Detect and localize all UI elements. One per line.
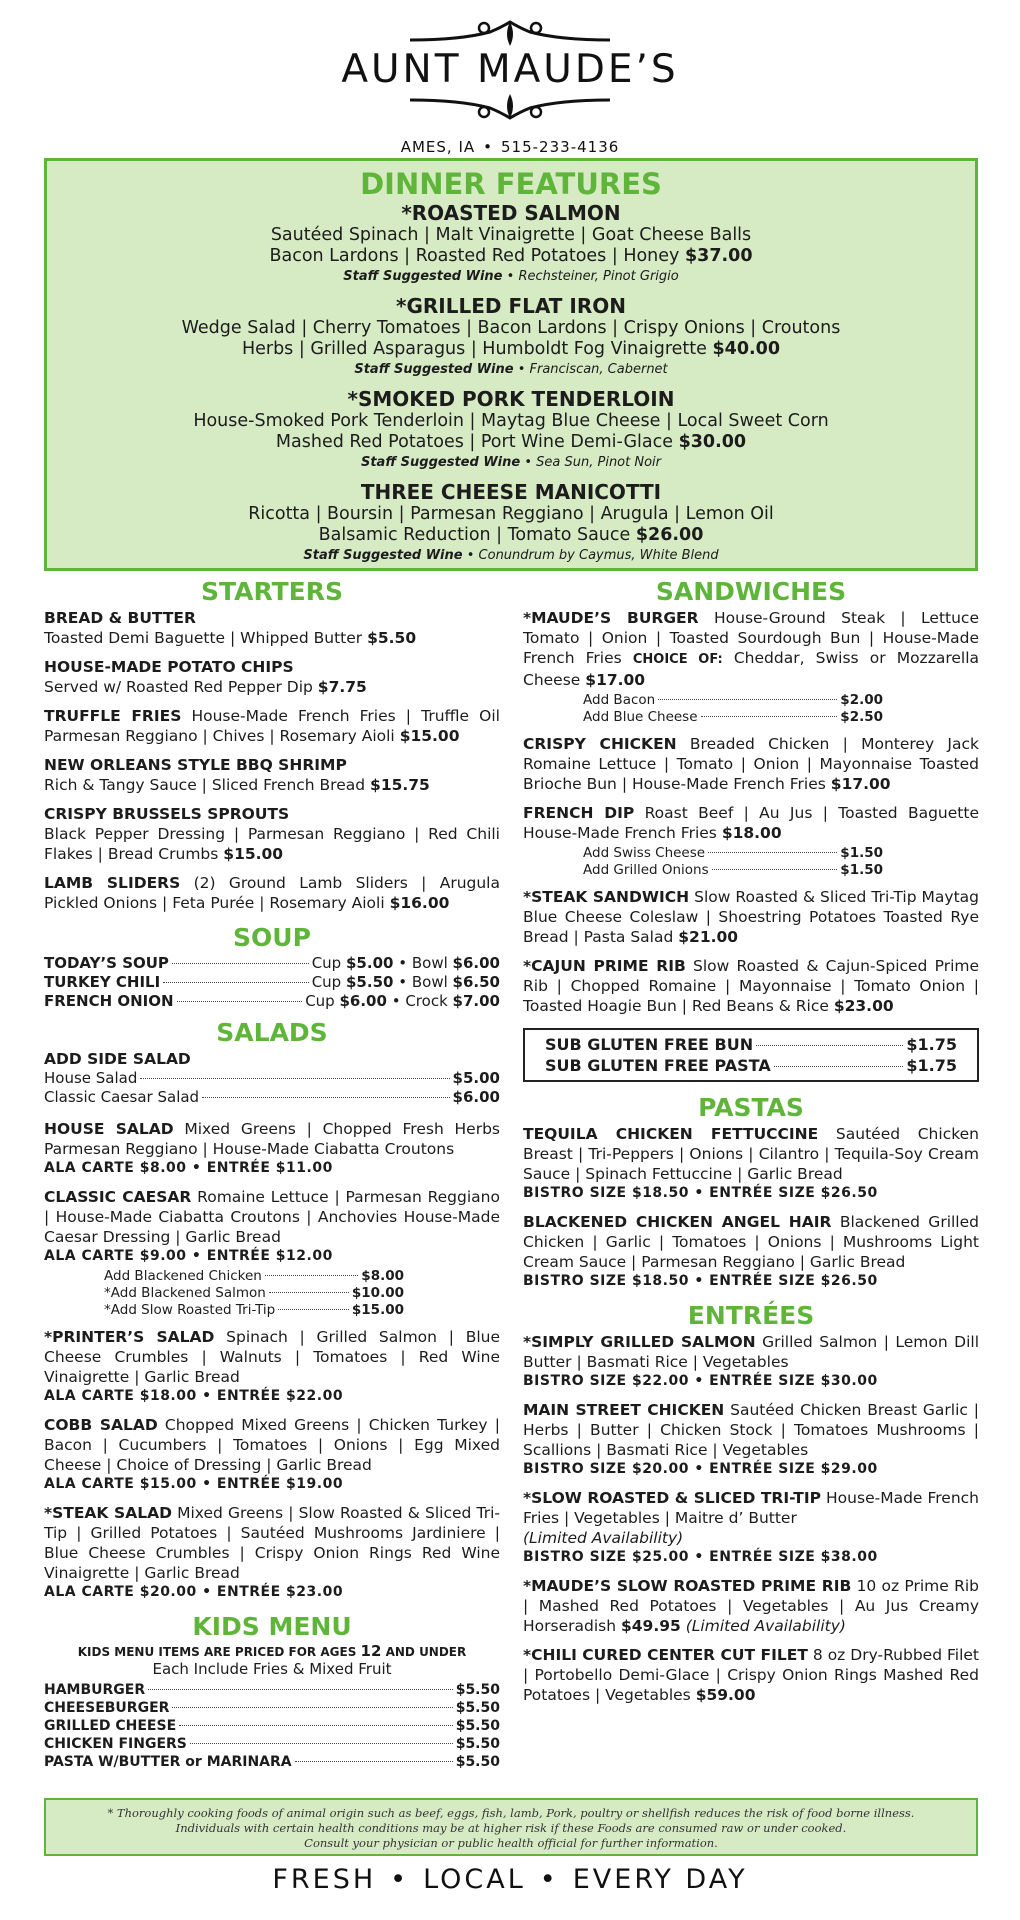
item-desc: Chopped Mixed Greens | Chicken Turkey | Bacon | Cucumbers | Tomatoes | Onions | Egg Mixed Cheese | Choice of Dressing | Garlic Bread xyxy=(44,1416,500,1474)
addon-name: Add Swiss Cheese xyxy=(583,845,706,861)
item-name: *CAJUN PRIME RIB xyxy=(523,957,686,975)
feature-desc xyxy=(47,246,975,267)
feature-name: *SMOKED PORK TENDERLOIN xyxy=(347,387,675,411)
phone: 515-233-4136 xyxy=(501,138,620,156)
bowl-price: $7.00 xyxy=(452,992,500,1010)
wine-value: • Rechsteiner, Pinot Grigio xyxy=(506,269,679,284)
section-title-kids: KIDS MENU xyxy=(192,1612,352,1641)
cup-price: $6.00 xyxy=(339,992,387,1010)
item-name: *STEAK SANDWICH xyxy=(523,888,690,906)
side-salad-name: House Salad xyxy=(44,1069,138,1087)
bowl-label: • Bowl xyxy=(398,954,448,972)
tagline-word: EVERY DAY xyxy=(572,1864,748,1895)
item-name: CLASSIC CAESAR xyxy=(44,1188,192,1206)
item-price: $17.00 xyxy=(830,775,891,793)
item-desc: House-Made French Fries | Vegetables | Maitre d’ Butter xyxy=(523,1489,979,1527)
item-name: *PRINTER’S SALAD xyxy=(44,1328,215,1346)
feature-desc xyxy=(47,432,975,453)
tagline-word: FRESH xyxy=(272,1864,377,1895)
item-name: *SIMPLY GRILLED SALMON xyxy=(523,1333,756,1351)
feature-name: THREE CHEESE MANICOTTI xyxy=(360,480,662,504)
caesar-addons xyxy=(104,1268,404,1319)
kids-item-name: CHICKEN FINGERS xyxy=(44,1736,187,1752)
item-desc: 10 oz Prime Rib | Mashed Red Potatoes | Vegetables | Au Jus Creamy Horseradish xyxy=(523,1577,979,1635)
item-desc: Black Pepper Dressing | Parmesan Reggiano | Red Chili Flakes | Bread Crumbs xyxy=(44,825,500,863)
item-name: *MAUDE’S BURGER xyxy=(523,609,699,627)
item-desc: Sautéed Chicken Breast Garlic | Herbs | Butter | Chicken Stock | Tomatoes Mushrooms | Scallions | Basmati Rice | Vegetables xyxy=(523,1401,979,1459)
ornament-top-icon xyxy=(400,18,620,50)
kids-row xyxy=(44,1753,500,1771)
section-title-sandwiches: SANDWICHES xyxy=(655,577,847,606)
kids-list xyxy=(44,1681,500,1771)
menu-item xyxy=(523,608,979,690)
disclaimer-line: Consult your physician or public health official for further information. xyxy=(304,1836,718,1850)
tagline-sep: • xyxy=(390,1864,410,1895)
item-desc: Blackened Grilled Chicken | Garlic | Tomatoes | Onions | Mushrooms Light Cream Sauce | Parmesan Reggiano | Garlic Bread xyxy=(523,1213,979,1271)
ornament-bottom-icon xyxy=(400,92,620,122)
item-desc: House-Ground Steak | Lettuce Tomato | Onion | Toasted Sourdough Bun | House-Made French Fries xyxy=(523,609,979,667)
item-name: TEQUILA CHICKEN FETTUCCINE xyxy=(523,1125,819,1143)
item-desc: 8 oz Dry-Rubbed Filet | Portobello Demi-Glace | Crispy Onion Rings Mashed Red Potatoes | Vegetables xyxy=(523,1646,980,1704)
item-name: NEW ORLEANS STYLE BBQ SHRIMP xyxy=(44,756,347,774)
item-note: (Limited Availability) xyxy=(523,1529,684,1547)
item-sizes: ALA CARTE $20.00 • ENTRÉE $23.00 xyxy=(44,1584,344,1600)
feature-item xyxy=(47,294,975,379)
gluten-price: $1.75 xyxy=(906,1056,957,1075)
separator-dot: • xyxy=(483,138,494,156)
item-desc: Mixed Greens | Chopped Fresh Herbs Parmesan Reggiano | House-Made Ciabatta Croutons xyxy=(44,1120,500,1158)
wine-value: • Franciscan, Cabernet xyxy=(517,362,668,377)
gluten-price: $1.75 xyxy=(906,1035,957,1054)
wine-label: Staff Suggested Wine xyxy=(354,362,514,377)
city: AMES, IA xyxy=(400,138,476,156)
menu-item xyxy=(523,734,979,794)
kids-item-price: $5.50 xyxy=(455,1754,500,1770)
brand-name: AUNT MAUDE’S xyxy=(341,47,679,92)
feature-name: *ROASTED SALMON xyxy=(401,201,621,225)
item-desc: Roast Beef | Au Jus | Toasted Baguette House-Made French Fries xyxy=(523,804,979,842)
item-desc: Toasted Demi Baguette | Whipped Butter xyxy=(44,629,363,647)
item-name: COBB SALAD xyxy=(44,1416,158,1434)
item-name: LAMB SLIDERS xyxy=(44,874,181,892)
addon-price: $2.50 xyxy=(840,709,883,725)
menu-item xyxy=(523,956,979,1016)
item-name: MAIN STREET CHICKEN xyxy=(523,1401,725,1419)
kids-row xyxy=(44,1681,500,1699)
kids-age: 12 xyxy=(360,1642,382,1660)
item-sizes: BISTRO SIZE $18.50 • ENTRÉE SIZE $26.50 xyxy=(523,1185,878,1201)
menu-item xyxy=(44,706,500,746)
menu-item xyxy=(44,657,500,697)
item-name: *CHILI CURED CENTER CUT FILET xyxy=(523,1646,808,1664)
addon-name: Add Blue Cheese xyxy=(583,709,698,725)
cup-price: $5.50 xyxy=(346,973,394,991)
item-price: $23.00 xyxy=(833,997,894,1015)
item-name: HOUSE SALAD xyxy=(44,1120,174,1138)
item-sizes: BISTRO SIZE $20.00 • ENTRÉE SIZE $29.00 xyxy=(523,1461,878,1477)
menu-item xyxy=(44,1187,500,1266)
dip-addons xyxy=(583,845,883,879)
side-salad-row xyxy=(44,1069,500,1088)
item-desc: Slow Roasted & Sliced Tri-Tip Maytag Blue Cheese Coleslaw | Shoestring Potatoes Toasted Rye Bread | Pasta Salad xyxy=(523,888,980,946)
wine-line xyxy=(47,453,975,472)
addon-name: Add Bacon xyxy=(583,692,656,708)
right-column xyxy=(523,576,979,1714)
wine-label: Staff Suggested Wine xyxy=(303,548,463,563)
wine-value: • Conundrum by Caymus, White Blend xyxy=(466,548,719,563)
addon-name: *Add Slow Roasted Tri-Tip xyxy=(104,1302,276,1318)
gluten-name: SUB GLUTEN FREE PASTA xyxy=(545,1056,771,1075)
gluten-row xyxy=(545,1034,957,1055)
item-price: $59.00 xyxy=(695,1686,756,1704)
item-desc: House-Made French Fries | Truffle Oil Parmesan Reggiano | Chives | Rosemary Aioli xyxy=(44,707,500,745)
item-price: $15.00 xyxy=(223,845,284,863)
addon-row xyxy=(104,1302,404,1319)
addon-price: $15.00 xyxy=(351,1302,404,1318)
menu-item xyxy=(44,1415,500,1494)
item-desc: Spinach | Grilled Salmon | Blue Cheese Crumbles | Walnuts | Tomatoes | Red Wine Vinaigrette | Garlic Bread xyxy=(44,1328,500,1386)
soup-list xyxy=(44,954,500,1011)
item-desc: (2) Ground Lamb Sliders | Arugula Pickled Onions | Feta Purée | Rosemary Aioli xyxy=(44,874,500,912)
item-sizes: BISTRO SIZE $22.00 • ENTRÉE SIZE $30.00 xyxy=(523,1373,878,1389)
item-desc: Breaded Chicken | Monterey Jack Romaine Lettuce | Tomato | Onion | Mayonnaise Toasted Brioche Bun | House-Made French Fries xyxy=(523,735,979,793)
feature-item xyxy=(47,387,975,472)
item-note: (Limited Availability) xyxy=(685,1617,846,1635)
kids-row xyxy=(44,1699,500,1717)
gluten-row xyxy=(545,1055,957,1076)
soup-row xyxy=(44,954,500,973)
item-desc: Grilled Salmon | Lemon Dill Butter | Basmati Rice | Vegetables xyxy=(523,1333,980,1371)
addon-row xyxy=(583,845,883,862)
section-title-entrees: ENTRÉES xyxy=(687,1301,815,1330)
menu-item xyxy=(44,608,500,648)
item-name: CRISPY BRUSSELS SPROUTS xyxy=(44,805,290,823)
feature-desc xyxy=(47,339,975,360)
item-name: BREAD & BUTTER xyxy=(44,609,196,627)
tagline-sep: • xyxy=(539,1864,559,1895)
item-desc: Mixed Greens | Slow Roasted & Sliced Tri-Tip | Grilled Potatoes | Sautéed Mushrooms Jardiniere | Blue Cheese Crumbles | Crispy Onion Rings Red Wine Vinaigrette | Garlic Bread xyxy=(44,1504,500,1582)
menu-item xyxy=(44,755,500,795)
addon-row xyxy=(104,1268,404,1285)
item-name: FRENCH DIP xyxy=(523,804,635,822)
wine-value: • Sea Sun, Pinot Noir xyxy=(524,455,661,470)
item-price: $21.00 xyxy=(678,928,739,946)
item-desc: Sautéed Chicken Breast | Tri-Peppers | Onions | Cilantro | Tequila-Soy Cream Sauce | Spinach Fettuccine | Garlic Bread xyxy=(523,1125,979,1183)
kids-sub: Each Include Fries & Mixed Fruit xyxy=(152,1660,392,1678)
addon-name: *Add Blackened Salmon xyxy=(104,1285,266,1301)
feature-name: *GRILLED FLAT IRON xyxy=(396,294,626,318)
kids-item-price: $5.50 xyxy=(455,1682,500,1698)
item-desc: Romaine Lettuce | Parmesan Reggiano | House-Made Ciabatta Croutons | Anchovies House-Made Caesar Dressing | Garlic Bread xyxy=(44,1188,500,1246)
item-name: *SLOW ROASTED & SLICED TRI-TIP xyxy=(523,1489,821,1507)
menu-item xyxy=(523,1488,979,1567)
feature-item xyxy=(47,480,975,565)
addon-price: $10.00 xyxy=(351,1285,404,1301)
menu-item xyxy=(523,803,979,843)
kids-row xyxy=(44,1735,500,1753)
section-title-pastas: PASTAS xyxy=(698,1093,804,1122)
item-sizes: BISTRO SIZE $18.50 • ENTRÉE SIZE $26.50 xyxy=(523,1273,878,1289)
choice-label: CHOICE OF: xyxy=(632,652,723,667)
menu-item xyxy=(523,1212,979,1291)
soup-name: FRENCH ONION xyxy=(44,992,174,1010)
menu-item xyxy=(523,887,979,947)
item-name: *STEAK SALAD xyxy=(44,1504,172,1522)
kids-row xyxy=(44,1717,500,1735)
item-desc-2: Cheddar, Swiss or Mozzarella Cheese xyxy=(523,649,980,689)
item-sizes: ALA CARTE $8.00 • ENTRÉE $11.00 xyxy=(44,1160,333,1176)
feature-desc: House-Smoked Pork Tenderloin | Maytag Blue Cheese | Local Sweet Corn xyxy=(193,411,829,431)
cup-label: Cup xyxy=(305,992,335,1010)
item-desc: Served w/ Roasted Red Pepper Dip xyxy=(44,678,313,696)
menu-item xyxy=(523,1645,979,1705)
addon-row xyxy=(583,692,883,709)
item-price: $17.00 xyxy=(585,671,646,689)
item-price: $5.50 xyxy=(367,629,417,647)
item-desc: Slow Roasted & Cajun-Spiced Prime Rib | Chopped Romaine | Mayonnaise | Tomato Onion | Toasted Hoagie Bun | Red Beans & Rice xyxy=(523,957,980,1015)
side-salad-row xyxy=(44,1088,500,1107)
bowl-label: • Bowl xyxy=(398,973,448,991)
item-desc: Rich & Tangy Sauce | Sliced French Bread xyxy=(44,776,366,794)
item-name: *MAUDE’S SLOW ROASTED PRIME RIB xyxy=(523,1577,852,1595)
addon-name: Add Grilled Onions xyxy=(583,862,709,878)
menu-item xyxy=(523,1124,979,1203)
feature-price: $30.00 xyxy=(678,432,747,452)
health-disclaimer xyxy=(44,1798,978,1856)
soup-name: TODAY’S SOUP xyxy=(44,954,169,972)
feature-desc: Sautéed Spinach | Malt Vinaigrette | Goat Cheese Balls xyxy=(270,225,752,245)
addon-row xyxy=(104,1285,404,1302)
cup-label: Cup xyxy=(311,954,342,972)
wine-label: Staff Suggested Wine xyxy=(343,269,503,284)
kids-item-price: $5.50 xyxy=(455,1736,500,1752)
item-sizes: ALA CARTE $15.00 • ENTRÉE $19.00 xyxy=(44,1476,344,1492)
kids-item-price: $5.50 xyxy=(455,1700,500,1716)
section-title-soup: SOUP xyxy=(233,923,311,952)
soup-name: TURKEY CHILI xyxy=(44,973,161,991)
item-price: $15.75 xyxy=(370,776,430,794)
feature-desc-line: Bacon Lardons | Roasted Red Potatoes | Honey xyxy=(269,246,680,266)
feature-price: $40.00 xyxy=(712,339,781,359)
kids-item-price: $5.50 xyxy=(455,1718,500,1734)
gluten-free-box xyxy=(523,1028,979,1082)
menu-item xyxy=(44,1119,500,1178)
item-sizes: ALA CARTE $9.00 • ENTRÉE $12.00 xyxy=(44,1248,333,1264)
item-price: $49.95 xyxy=(620,1617,681,1635)
feature-desc: Ricotta | Boursin | Parmesan Reggiano | Arugula | Lemon Oil xyxy=(248,504,774,524)
item-name: TRUFFLE FRIES xyxy=(44,707,182,725)
side-salad-title: ADD SIDE SALAD xyxy=(44,1050,191,1068)
kids-item-name: GRILLED CHEESE xyxy=(44,1718,177,1734)
addon-price: $1.50 xyxy=(840,845,883,861)
burger-addons xyxy=(583,692,883,726)
addon-row xyxy=(583,709,883,726)
cup-price: $5.00 xyxy=(346,954,394,972)
wine-line xyxy=(47,546,975,565)
location-line xyxy=(0,138,1020,156)
item-price: $18.00 xyxy=(721,824,782,842)
kids-item-name: HAMBURGER xyxy=(44,1682,146,1698)
wine-label: Staff Suggested Wine xyxy=(360,455,521,470)
dinner-features-panel xyxy=(44,158,978,571)
feature-desc-line: Herbs | Grilled Asparagus | Humboldt Fog Vinaigrette xyxy=(241,339,707,359)
feature-desc-line: Mashed Red Potatoes | Port Wine Demi-Glace xyxy=(275,432,673,452)
menu-item xyxy=(44,804,500,864)
tagline xyxy=(0,1864,1020,1895)
header xyxy=(0,18,1020,156)
item-sizes: ALA CARTE $18.00 • ENTRÉE $22.00 xyxy=(44,1388,344,1404)
tagline-word: LOCAL xyxy=(423,1864,526,1895)
addon-price: $8.00 xyxy=(361,1268,404,1284)
item-name: HOUSE-MADE POTATO CHIPS xyxy=(44,658,294,676)
feature-desc-line: Balsamic Reduction | Tomato Sauce xyxy=(318,525,631,545)
addon-price: $2.00 xyxy=(840,692,883,708)
item-price: $7.75 xyxy=(317,678,367,696)
kids-note-b: AND UNDER xyxy=(385,1645,467,1659)
addon-name: Add Blackened Chicken xyxy=(104,1268,262,1284)
cup-label: Cup xyxy=(311,973,342,991)
bowl-price: $6.00 xyxy=(452,954,500,972)
feature-desc: Wedge Salad | Cherry Tomatoes | Bacon Lardons | Crispy Onions | Croutons xyxy=(181,318,841,338)
side-salad-name: Classic Caesar Salad xyxy=(44,1088,200,1106)
feature-desc xyxy=(47,525,975,546)
menu-item xyxy=(523,1400,979,1479)
section-title-starters: STARTERS xyxy=(201,577,343,606)
kids-note-a: KIDS MENU ITEMS ARE PRICED FOR AGES xyxy=(77,1645,357,1659)
menu-item xyxy=(523,1576,979,1636)
feature-item xyxy=(47,201,975,286)
feature-price: $26.00 xyxy=(635,525,704,545)
menu-item xyxy=(44,1503,500,1602)
menu-item xyxy=(523,1332,979,1391)
kids-item-name: PASTA W/BUTTER or MARINARA xyxy=(44,1754,292,1770)
addon-price: $1.50 xyxy=(840,862,883,878)
addon-row xyxy=(583,862,883,879)
disclaimer-line: * Thoroughly cooking foods of animal origin such as beef, eggs, fish, lamb, Pork, poultry or shellfish reduces the risk of food borne illness. xyxy=(107,1806,915,1820)
side-salad-price: $5.00 xyxy=(452,1069,500,1087)
item-name: BLACKENED CHICKEN ANGEL HAIR xyxy=(523,1213,832,1231)
item-name: CRISPY CHICKEN xyxy=(523,735,677,753)
left-column xyxy=(44,576,500,1771)
item-price: $15.00 xyxy=(399,727,460,745)
feature-price: $37.00 xyxy=(684,246,753,266)
kids-item-name: CHEESEBURGER xyxy=(44,1700,170,1716)
item-sizes: BISTRO SIZE $25.00 • ENTRÉE SIZE $38.00 xyxy=(523,1549,878,1565)
side-salad-price: $6.00 xyxy=(452,1088,500,1106)
features-title: DINNER FEATURES xyxy=(360,167,662,201)
wine-line xyxy=(47,360,975,379)
kids-note xyxy=(44,1643,500,1660)
bowl-price: $6.50 xyxy=(452,973,500,991)
section-title-salads: SALADS xyxy=(216,1018,328,1047)
bowl-label: • Crock xyxy=(391,992,448,1010)
soup-row xyxy=(44,973,500,992)
soup-row xyxy=(44,992,500,1011)
menu-item xyxy=(44,873,500,913)
item-price: $16.00 xyxy=(389,894,450,912)
disclaimer-line: Individuals with certain health conditions may be at higher risk if these Foods are consumed raw or under cooked. xyxy=(175,1821,847,1835)
menu-item xyxy=(44,1327,500,1406)
wine-line xyxy=(47,267,975,286)
gluten-name: SUB GLUTEN FREE BUN xyxy=(545,1035,754,1054)
